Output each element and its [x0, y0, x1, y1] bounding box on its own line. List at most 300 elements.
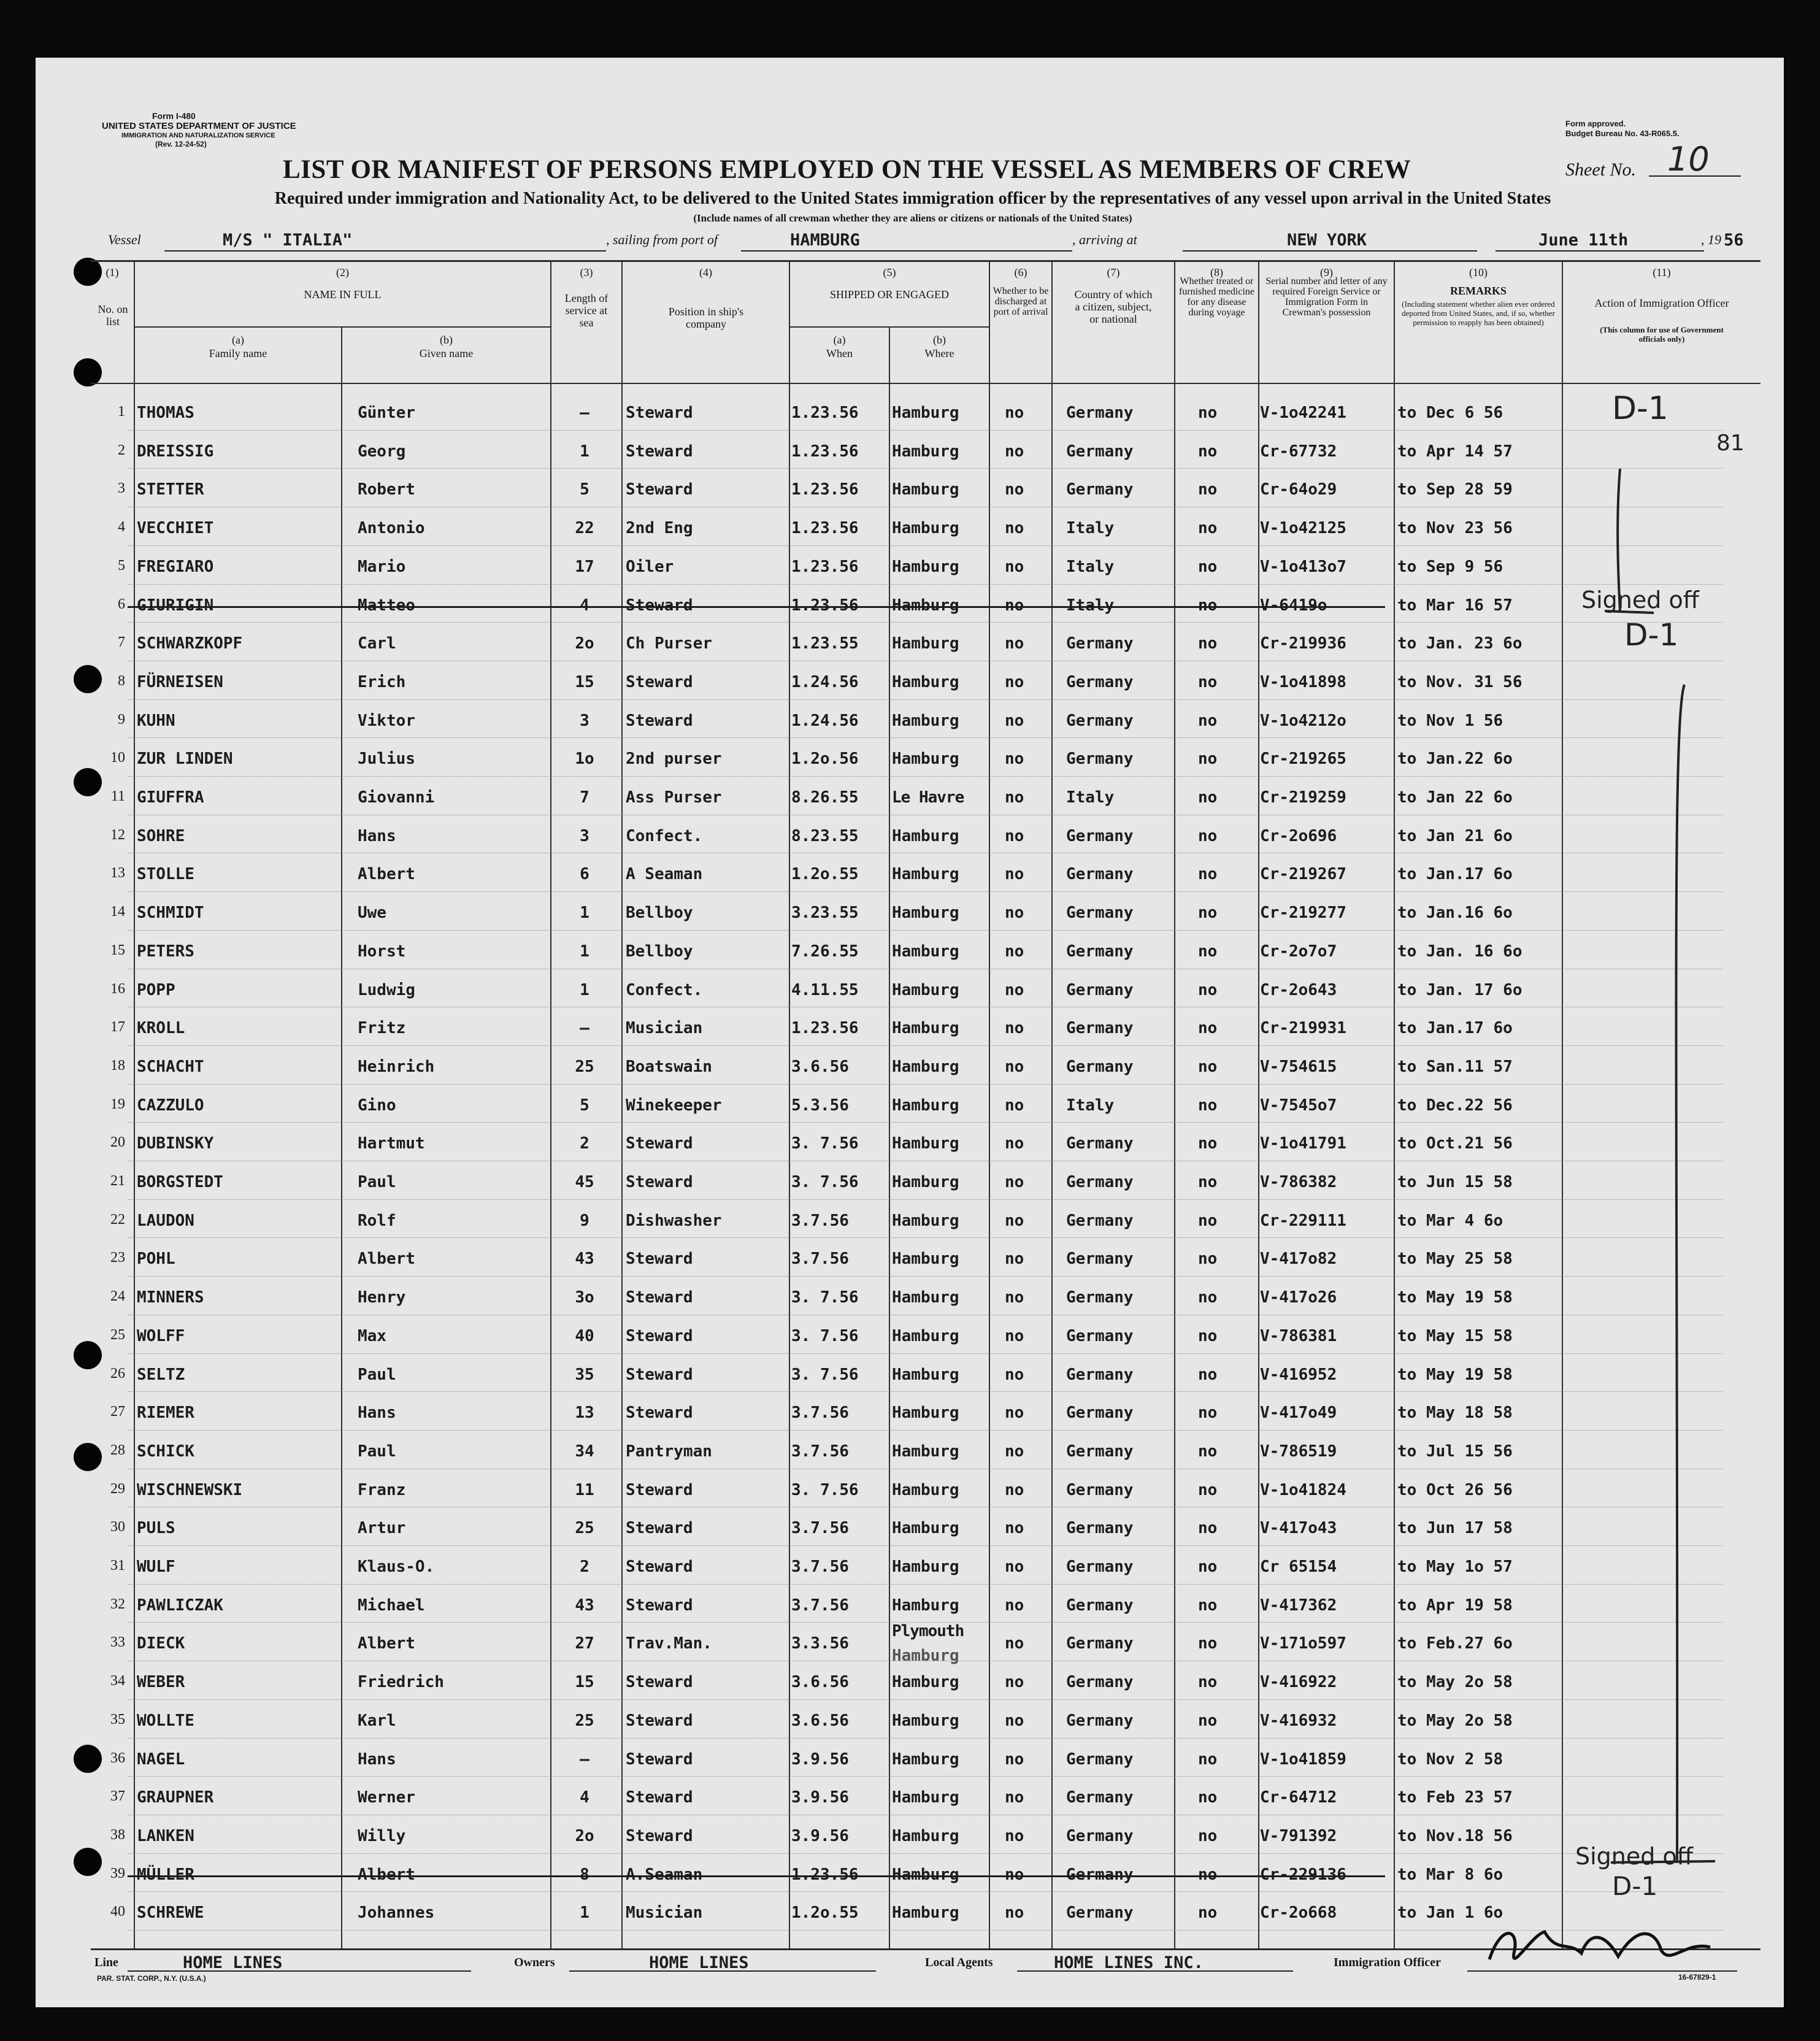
- row-rule: [128, 1122, 1722, 1123]
- crew-family-name: MÜLLER: [137, 1865, 194, 1884]
- crew-remarks: to Dec 6 56: [1397, 404, 1503, 422]
- owners-value: HOME LINES: [649, 1953, 749, 1972]
- crew-serial-number: Cr-219265: [1260, 750, 1346, 769]
- crew-family-name: GIURIGIN: [137, 596, 214, 615]
- crew-given-name: Fritz: [358, 1019, 406, 1038]
- crew-family-name: SCHWARZKOPF: [137, 634, 243, 653]
- row-rule: [128, 1776, 1722, 1777]
- crew-country: Germany: [1066, 1019, 1134, 1038]
- crew-given-name: Gino: [358, 1096, 396, 1115]
- crew-shipped-where: Hamburg: [892, 1404, 959, 1423]
- crew-given-name: Uwe: [358, 904, 386, 923]
- crew-service-length: 1: [580, 442, 589, 461]
- crew-treated: no: [1198, 711, 1218, 730]
- crew-family-name: GIUFFRA: [137, 788, 204, 807]
- crew-family-name: BORGSTEDT: [137, 1173, 223, 1191]
- crew-country: Germany: [1066, 1904, 1134, 1923]
- col7-header: Country of which a citizen, subject, or national: [1074, 288, 1153, 325]
- officer-signature: [1477, 1916, 1722, 1978]
- crew-shipped-where: Hamburg: [892, 1326, 959, 1345]
- list-number: 34: [110, 1673, 125, 1689]
- annotation-signed-off-1: Signed off: [1581, 586, 1699, 613]
- strikethrough-line: [128, 606, 1385, 608]
- agents-label: Local Agents: [925, 1956, 993, 1969]
- form-subtitle-note: (Include names of all crewman whether they are aliens or citizens or nationals of the United States): [693, 212, 1132, 224]
- crew-given-name: Friedrich: [358, 1673, 444, 1692]
- crew-shipped-where: Hamburg: [892, 1673, 959, 1692]
- crew-shipped-where: Hamburg: [892, 1019, 959, 1038]
- crew-country: Germany: [1066, 1865, 1134, 1884]
- crew-country: Germany: [1066, 1250, 1134, 1269]
- crew-serial-number: V-791392: [1260, 1826, 1337, 1845]
- crew-service-length: 1o: [575, 750, 594, 769]
- crew-treated: no: [1198, 596, 1218, 615]
- crew-shipped-when: 1.23.56: [791, 480, 859, 499]
- crew-country: Germany: [1066, 711, 1134, 730]
- crew-treated: no: [1198, 904, 1218, 923]
- crew-shipped-where: Le Havre: [892, 788, 964, 807]
- crew-position: Steward: [626, 1288, 693, 1307]
- list-number: 18: [110, 1057, 125, 1074]
- row-rule: [128, 699, 1722, 700]
- crew-country: Germany: [1066, 634, 1134, 653]
- crew-treated: no: [1198, 1096, 1218, 1115]
- crew-given-name: Giovanni: [358, 788, 435, 807]
- col5b-number: (b): [933, 334, 946, 346]
- crew-treated: no: [1198, 1057, 1218, 1076]
- crew-country: Germany: [1066, 442, 1134, 461]
- crew-service-length: 40: [575, 1326, 594, 1345]
- print-code: 16-67829-1: [1678, 1973, 1716, 1981]
- crew-treated: no: [1198, 1558, 1218, 1576]
- crew-given-name: Klaus-O.: [358, 1558, 435, 1576]
- crew-treated: no: [1198, 942, 1218, 961]
- crew-family-name: VECCHIET: [137, 519, 214, 538]
- list-number: 32: [110, 1596, 125, 1612]
- crew-given-name: Viktor: [358, 711, 415, 730]
- crew-country: Germany: [1066, 904, 1134, 923]
- list-number: 30: [110, 1519, 125, 1536]
- crew-given-name: Matteo: [358, 596, 415, 615]
- crew-treated: no: [1198, 519, 1218, 538]
- crew-discharged: no: [1005, 442, 1024, 461]
- crew-discharged: no: [1005, 519, 1024, 538]
- crew-remarks: to Oct 26 56: [1397, 1480, 1513, 1499]
- list-number: 28: [110, 1442, 125, 1458]
- crew-family-name: SOHRE: [137, 826, 185, 845]
- crew-shipped-when: 3.7.56: [791, 1250, 849, 1269]
- crew-country: Germany: [1066, 1558, 1134, 1576]
- crew-treated: no: [1198, 1019, 1218, 1038]
- crew-remarks: to Feb 23 57: [1397, 1788, 1513, 1807]
- crew-family-name: KUHN: [137, 711, 175, 730]
- col2b-number: (b): [440, 334, 453, 346]
- row-rule: [128, 737, 1722, 738]
- crew-discharged: no: [1005, 1057, 1024, 1076]
- crew-country: Germany: [1066, 865, 1134, 884]
- crew-treated: no: [1198, 865, 1218, 884]
- crew-family-name: PETERS: [137, 942, 194, 961]
- crew-treated: no: [1198, 1711, 1218, 1730]
- bracket-foot-long: [1611, 1861, 1715, 1862]
- crew-service-length: 5: [580, 480, 589, 499]
- list-number: 24: [110, 1288, 125, 1305]
- crew-country: Germany: [1066, 1826, 1134, 1845]
- row-rule: [128, 1353, 1722, 1354]
- crew-discharged: no: [1005, 1096, 1024, 1115]
- crew-treated: no: [1198, 1134, 1218, 1153]
- crew-family-name: STETTER: [137, 480, 204, 499]
- crew-given-name: Artur: [358, 1519, 406, 1538]
- crew-shipped-when: 4.11.55: [791, 980, 859, 999]
- crew-serial-number: Cr-219936: [1260, 634, 1346, 653]
- crew-service-length: 3: [580, 711, 589, 730]
- line-label: Line: [94, 1956, 118, 1969]
- crew-shipped-when: 3. 7.56: [791, 1134, 859, 1153]
- col11-number: (11): [1653, 266, 1671, 279]
- crew-discharged: no: [1005, 1173, 1024, 1191]
- col10-header: REMARKS: [1449, 285, 1507, 297]
- crew-shipped-where: Hamburg: [892, 1442, 959, 1461]
- crew-discharged: no: [1005, 711, 1024, 730]
- crew-country: Germany: [1066, 1211, 1134, 1230]
- sheet-number: 10: [1667, 140, 1710, 179]
- crew-serial-number: V-1o41898: [1260, 672, 1346, 691]
- crew-discharged: no: [1005, 480, 1024, 499]
- crew-shipped-where: Hamburg: [892, 942, 959, 961]
- crew-shipped-where: Hamburg: [892, 865, 959, 884]
- crew-shipped-when: 3.7.56: [791, 1519, 849, 1538]
- crew-remarks: to May 19 58: [1397, 1365, 1513, 1384]
- crew-given-name: Henry: [358, 1288, 406, 1307]
- crew-shipped-where: Hamburg: [892, 442, 959, 461]
- crew-discharged: no: [1005, 596, 1024, 615]
- crew-serial-number: Cr-229136: [1260, 1865, 1346, 1884]
- manifest-sheet: [36, 58, 1784, 2007]
- list-number: 15: [110, 942, 125, 958]
- crew-remarks: to May 2o 58: [1397, 1673, 1513, 1692]
- crew-family-name: POPP: [137, 980, 175, 999]
- crew-position: Confect.: [626, 980, 703, 999]
- crew-shipped-where: Hamburg: [892, 1750, 959, 1769]
- crew-position: Steward: [626, 1711, 693, 1730]
- crew-serial-number: V-417o26: [1260, 1288, 1337, 1307]
- crew-discharged: no: [1005, 1865, 1024, 1884]
- row-rule: [128, 1584, 1722, 1585]
- list-number: 23: [110, 1250, 125, 1266]
- crew-shipped-where-overwritten: Hamburg: [892, 1647, 959, 1666]
- crew-shipped-when: 1.2o.55: [791, 865, 859, 884]
- list-number: 4: [118, 519, 125, 536]
- form-subtitle: Required under immigration and Nationality Act, to be delivered to the United States immigration officer by the representatives of any vessel upon arrival in the United States: [274, 189, 1551, 208]
- crew-position: Steward: [626, 1673, 693, 1692]
- crew-discharged: no: [1005, 1019, 1024, 1038]
- crew-remarks: to Mar 8 6o: [1397, 1865, 1503, 1884]
- crew-remarks: to Jan 22 6o: [1397, 788, 1513, 807]
- crew-family-name: KROLL: [137, 1019, 185, 1038]
- crew-service-length: 15: [575, 1673, 594, 1692]
- crew-discharged: no: [1005, 942, 1024, 961]
- bracket-foot-top: [1605, 611, 1654, 613]
- vessel-name: M/S " ITALIA": [223, 231, 353, 250]
- arriving-label: , arriving at: [1072, 232, 1137, 247]
- strikethrough-line: [128, 1875, 1385, 1877]
- crew-family-name: THOMAS: [137, 404, 194, 422]
- col5a-header: When: [826, 347, 853, 359]
- crew-shipped-when: 3.6.56: [791, 1673, 849, 1692]
- col4-header: Position in ship's company: [668, 306, 744, 330]
- crew-serial-number: V-754615: [1260, 1057, 1337, 1076]
- crew-position: Winekeeper: [626, 1096, 722, 1115]
- crew-family-name: SCHICK: [137, 1442, 194, 1461]
- crew-position: 2nd Eng: [626, 519, 693, 538]
- crew-service-length: 5: [580, 1096, 589, 1115]
- crew-remarks: to Apr 19 58: [1397, 1596, 1513, 1615]
- crew-treated: no: [1198, 1750, 1218, 1769]
- crew-position: Dishwasher: [626, 1211, 722, 1230]
- crew-remarks: to Jun 15 58: [1397, 1173, 1513, 1191]
- crew-service-length: 15: [575, 672, 594, 691]
- crew-shipped-when: 3.3.56: [791, 1634, 849, 1653]
- col5b-header: Where: [924, 347, 954, 359]
- crew-serial-number: V-1o4212o: [1260, 711, 1346, 730]
- crew-family-name: FREGIARO: [137, 557, 214, 576]
- col4-number: (4): [699, 266, 712, 279]
- crew-service-length: 2o: [575, 1826, 594, 1845]
- list-number: 37: [110, 1788, 125, 1805]
- col6-header: Whether to be discharged at port of arrival: [993, 286, 1049, 317]
- col-divider: [341, 328, 342, 1948]
- crew-service-length: 4: [580, 1788, 589, 1807]
- crew-country: Germany: [1066, 980, 1134, 999]
- crew-position: Steward: [626, 1788, 693, 1807]
- col2-number: (2): [336, 266, 349, 279]
- crew-country: Germany: [1066, 1634, 1134, 1653]
- crew-position: Steward: [626, 1519, 693, 1538]
- row-rule: [128, 1545, 1722, 1546]
- list-number: 12: [110, 826, 125, 843]
- service-name: IMMIGRATION AND NATURALIZATION SERVICE: [121, 132, 275, 139]
- crew-treated: no: [1198, 672, 1218, 691]
- crew-discharged: no: [1005, 1558, 1024, 1576]
- crew-family-name: NAGEL: [137, 1750, 185, 1769]
- row-rule: [128, 1391, 1722, 1392]
- crew-remarks: to Jan.22 6o: [1397, 750, 1513, 769]
- crew-service-length: 25: [575, 1519, 594, 1538]
- crew-treated: no: [1198, 1673, 1218, 1692]
- list-number: 11: [110, 788, 125, 804]
- crew-remarks: to Mar 4 6o: [1397, 1211, 1503, 1230]
- crew-serial-number: V-786381: [1260, 1326, 1337, 1345]
- crew-shipped-when: 3.6.56: [791, 1711, 849, 1730]
- col-divider: [1258, 260, 1259, 1948]
- crew-service-length: 2o: [575, 634, 594, 653]
- crew-shipped-where: Hamburg: [892, 480, 959, 499]
- crew-position: Steward: [626, 1750, 693, 1769]
- crew-service-length: 1: [580, 980, 589, 999]
- crew-shipped-where: Hamburg: [892, 1134, 959, 1153]
- crew-shipped-when: 1.23.56: [791, 596, 859, 615]
- crew-shipped-when: 1.2o.55: [791, 1904, 859, 1923]
- crew-remarks: to Nov. 31 56: [1397, 672, 1522, 691]
- list-number: 8: [118, 672, 125, 689]
- crew-country: Germany: [1066, 826, 1134, 845]
- crew-shipped-when: 3.7.56: [791, 1211, 849, 1230]
- col-divider: [134, 260, 135, 1948]
- crew-shipped-when: 1.23.56: [791, 1019, 859, 1038]
- crew-serial-number: Cr 65154: [1260, 1558, 1337, 1576]
- crew-position: Pantryman: [626, 1442, 712, 1461]
- crew-shipped-where: Hamburg: [892, 1211, 959, 1230]
- col-divider: [989, 260, 990, 1948]
- annotation-signed-off-2: Signed off: [1575, 1843, 1693, 1870]
- crew-serial-number: V-417362: [1260, 1596, 1337, 1615]
- annotation-d1-top: D-1: [1612, 390, 1668, 427]
- crew-family-name: GRAUPNER: [137, 1788, 214, 1807]
- budget-bureau: Budget Bureau No. 43-R065.5.: [1565, 129, 1680, 138]
- crew-country: Germany: [1066, 942, 1134, 961]
- bracket-line-top: [1618, 469, 1620, 611]
- crew-remarks: to May 1o 57: [1397, 1558, 1513, 1576]
- crew-serial-number: Cr-64o29: [1260, 480, 1337, 499]
- col1-number: (1): [106, 266, 119, 279]
- list-number: 33: [110, 1634, 125, 1651]
- crew-service-length: 1: [580, 942, 589, 961]
- crew-serial-number: V-786382: [1260, 1173, 1337, 1191]
- col-divider: [889, 328, 890, 1948]
- crew-treated: no: [1198, 1250, 1218, 1269]
- crew-serial-number: Cr-2o7o7: [1260, 942, 1337, 961]
- crew-service-length: 13: [575, 1404, 594, 1423]
- line-field: [128, 1951, 471, 1972]
- crew-given-name: Hans: [358, 1404, 396, 1423]
- crew-country: Germany: [1066, 1326, 1134, 1345]
- crew-service-length: 25: [575, 1711, 594, 1730]
- manifest-title: LIST OR MANIFEST OF PERSONS EMPLOYED ON THE VESSEL AS MEMBERS OF CREW: [283, 155, 1411, 184]
- list-number: 13: [110, 865, 125, 882]
- crew-family-name: SCHACHT: [137, 1057, 204, 1076]
- crew-shipped-when: 1.23.56: [791, 1865, 859, 1884]
- crew-discharged: no: [1005, 1826, 1024, 1845]
- crew-remarks: to Sep 28 59: [1397, 480, 1513, 499]
- crew-shipped-when: 1.23.56: [791, 519, 859, 538]
- crew-position: Ass Purser: [626, 788, 722, 807]
- crew-given-name: Hans: [358, 826, 396, 845]
- crew-serial-number: V-416952: [1260, 1365, 1337, 1384]
- crew-shipped-when: 3.9.56: [791, 1788, 849, 1807]
- crew-treated: no: [1198, 634, 1218, 653]
- crew-remarks: to San.11 57: [1397, 1057, 1513, 1076]
- crew-discharged: no: [1005, 865, 1024, 884]
- crew-given-name: Horst: [358, 942, 406, 961]
- crew-shipped-when: 3. 7.56: [791, 1173, 859, 1191]
- crew-family-name: SCHREWE: [137, 1904, 204, 1923]
- crew-shipped-where: Hamburg: [892, 557, 959, 576]
- col11-header: Action of Immigration Officer: [1594, 297, 1729, 309]
- crew-position: Steward: [626, 672, 693, 691]
- col3-header: Length of service at sea: [564, 292, 609, 329]
- crew-given-name: Antonio: [358, 519, 425, 538]
- crew-treated: no: [1198, 826, 1218, 845]
- crew-serial-number: Cr-2o668: [1260, 1904, 1337, 1923]
- crew-shipped-where: Hamburg: [892, 1250, 959, 1269]
- crew-shipped-where: Hamburg: [892, 634, 959, 653]
- crew-shipped-where: Hamburg: [892, 1096, 959, 1115]
- crew-remarks: to Jan. 23 6o: [1397, 634, 1522, 653]
- crew-shipped-where: Hamburg: [892, 1826, 959, 1845]
- crew-given-name: Rolf: [358, 1211, 396, 1230]
- name-subheader-rule: [135, 326, 550, 328]
- crew-shipped-where: Hamburg: [892, 980, 959, 999]
- list-number: 9: [118, 711, 125, 728]
- crew-remarks: to May 2o 58: [1397, 1711, 1513, 1730]
- crew-given-name: Paul: [358, 1365, 396, 1384]
- crew-discharged: no: [1005, 1211, 1024, 1230]
- form-revision: (Rev. 12-24-52): [155, 140, 207, 148]
- crew-shipped-when: 1.23.56: [791, 442, 859, 461]
- crew-family-name: PAWLICZAK: [137, 1596, 223, 1615]
- crew-remarks: to Jan.16 6o: [1397, 904, 1513, 923]
- crew-given-name: Paul: [358, 1173, 396, 1191]
- crew-shipped-where: Hamburg: [892, 404, 959, 422]
- crew-serial-number: V-786519: [1260, 1442, 1337, 1461]
- crew-shipped-when: 1.2o.56: [791, 750, 859, 769]
- crew-treated: no: [1198, 442, 1218, 461]
- crew-discharged: no: [1005, 1365, 1024, 1384]
- crew-shipped-when: 3.23.55: [791, 904, 859, 923]
- row-rule: [128, 1199, 1722, 1200]
- crew-position: Steward: [626, 1365, 693, 1384]
- row-rule: [128, 1738, 1722, 1739]
- crew-position: A Seaman: [626, 865, 703, 884]
- crew-serial-number: V-417o43: [1260, 1519, 1337, 1538]
- crew-service-length: 1: [580, 1904, 589, 1923]
- crew-serial-number: V-416932: [1260, 1711, 1337, 1730]
- crew-shipped-where: Hamburg: [892, 1057, 959, 1076]
- col3-number: (3): [580, 266, 593, 279]
- crew-treated: no: [1198, 1519, 1218, 1538]
- crew-serial-number: V-1o41824: [1260, 1480, 1346, 1499]
- col9-header: Serial number and letter of any required Foreign Service or Immigration Form in Crewman's possession: [1265, 276, 1388, 318]
- crew-given-name: Albert: [358, 865, 415, 884]
- list-number: 2: [118, 442, 125, 458]
- crew-serial-number: Cr-219931: [1260, 1019, 1346, 1038]
- signature-stroke: [1489, 1932, 1710, 1959]
- list-number: 31: [110, 1558, 125, 1574]
- crew-treated: no: [1198, 750, 1218, 769]
- crew-shipped-when: 3. 7.56: [791, 1326, 859, 1345]
- list-number: 21: [110, 1173, 125, 1189]
- crew-given-name: Hans: [358, 1750, 396, 1769]
- port-value: HAMBURG: [790, 231, 860, 250]
- crew-shipped-where: Hamburg: [892, 826, 959, 845]
- col2-header: NAME IN FULL: [304, 288, 382, 301]
- arrival-year: 56: [1724, 231, 1744, 250]
- year-prefix: , 19: [1701, 232, 1721, 247]
- list-number: 27: [110, 1404, 125, 1420]
- crew-treated: no: [1198, 1365, 1218, 1384]
- crew-shipped-when: 3. 7.56: [791, 1480, 859, 1499]
- crew-service-length: 2: [580, 1558, 589, 1576]
- crew-treated: no: [1198, 1211, 1218, 1230]
- crew-discharged: no: [1005, 672, 1024, 691]
- list-number: 3: [118, 480, 125, 497]
- crew-shipped-when: 1.23.55: [791, 634, 859, 653]
- crew-service-length: –: [580, 404, 589, 422]
- col8-number: (8): [1210, 266, 1223, 279]
- crew-shipped-when: 3.7.56: [791, 1404, 849, 1423]
- line-value: HOME LINES: [183, 1953, 283, 1972]
